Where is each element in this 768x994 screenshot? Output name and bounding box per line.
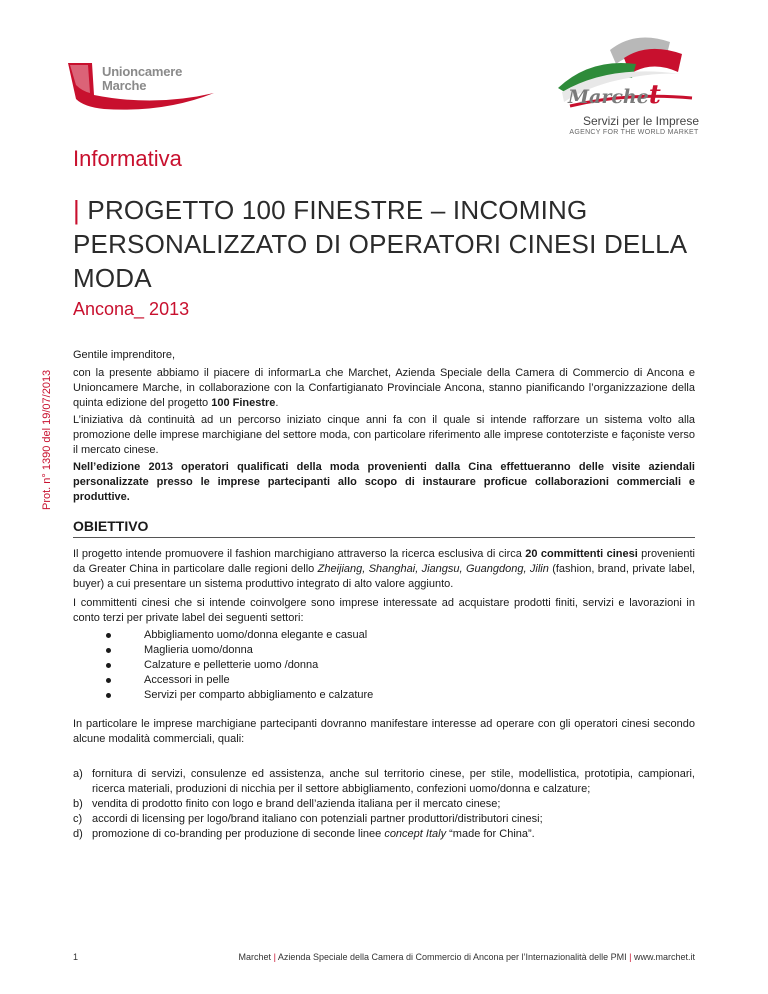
list-item-text: Abbigliamento uomo/donna elegante e casual bbox=[144, 629, 368, 641]
footer-separator: | bbox=[273, 952, 276, 962]
objective-text-3: (fashion, brand, private label, buyer) a cui presentare un sistema produttivo integrato di alto valore aggiunto. bbox=[73, 563, 695, 590]
footer-website-link[interactable]: www.marchet.it bbox=[633, 952, 695, 962]
committenti-count: 20 committenti cinesi bbox=[525, 548, 638, 560]
footer-description: Azienda Speciale della Camera di Commercio di Ancona per l’Internazionalità delle PMI bbox=[277, 952, 627, 962]
list-item bbox=[100, 673, 373, 688]
marchet-logo-name: Marchet bbox=[568, 80, 661, 110]
list-item bbox=[100, 688, 373, 703]
list-item-text: promozione di co-branding per produzione di seconde linee bbox=[92, 828, 385, 840]
intro-end: . bbox=[275, 397, 279, 409]
list-item bbox=[100, 628, 373, 643]
page-number: 1 bbox=[73, 952, 79, 962]
list-letter: a) bbox=[73, 768, 83, 780]
protocol-stamp: Prot. n° 1390 del 19/07/2013 bbox=[41, 369, 53, 510]
list-item bbox=[73, 767, 695, 797]
bullet-icon bbox=[106, 663, 111, 668]
regions-list: Zheijiang, Shanghai, Jiangsu, Guangdong, Jilin bbox=[317, 563, 549, 575]
page-title bbox=[73, 193, 693, 295]
intro-text: con la presente abbiamo il piacere di informarLa che Marchet, Azienda Speciale della Camera di Commercio di Ancona e Unioncamere Marche, in collaborazione con la Confartigianato Provinciale Ancona, stanno pianificando l’organizzazione della quinta edizione del progetto bbox=[73, 367, 695, 409]
list-item-text: Maglieria uomo/donna bbox=[144, 644, 253, 656]
marchet-logo-tagline: AGENCY FOR THE WORLD MARKET bbox=[569, 129, 699, 136]
committenti-paragraph: I committenti cinesi che si intende coinvolgere sono imprese interessate ad acquistare prodotti finiti, servizi e lavorazioni in conto terzi per private label dei seguenti settori: bbox=[73, 597, 695, 624]
document-label: Informativa bbox=[73, 146, 182, 171]
list-item bbox=[100, 658, 373, 673]
sector-list bbox=[100, 628, 373, 703]
objective-text-2: provenienti da Greater China in particolare dalle regioni dello bbox=[73, 548, 695, 575]
list-item-text: Accessori in pelle bbox=[144, 674, 230, 686]
section-heading: OBIETTIVO bbox=[73, 518, 149, 534]
modalities-list bbox=[73, 767, 695, 842]
list-item-text: accordi di licensing per logo/brand italiano con potenziali partner produttori/distributori cinesi; bbox=[92, 813, 543, 825]
bullet-icon bbox=[106, 693, 111, 698]
unioncamere-logo bbox=[64, 55, 234, 115]
list-item bbox=[73, 827, 695, 842]
intro-paragraph bbox=[73, 366, 695, 411]
title-bar: | bbox=[73, 195, 80, 225]
title-text: PROGETTO 100 FINESTRE – INCOMING PERSONALIZZATO DI OPERATORI CINESI DELLA MODA bbox=[73, 195, 686, 293]
list-item-text-end: “made for China”. bbox=[446, 828, 535, 840]
list-letter: c) bbox=[73, 813, 83, 825]
list-letter: b) bbox=[73, 798, 83, 810]
objective-text: Il progetto intende promuovere il fashion marchigiano attraverso la ricerca esclusiva di circa bbox=[73, 548, 526, 560]
list-letter: d) bbox=[73, 828, 83, 840]
bullet-icon bbox=[106, 633, 111, 638]
section-divider bbox=[73, 537, 695, 538]
list-item-text: fornitura di servizi, consulenze ed assistenza, anche sul territorio cinese, per stile, modellistica, prototipia, campionari, ricerca materiali, produzioni di nicchia per il settore abbigliamento, confezioni uomo/donna e calzature; bbox=[92, 768, 695, 795]
modalities-paragraph: In particolare le imprese marchigiane partecipanti dovranno manifestare interesse ad operare con gli operatori cinesi secondo alcune modalità commerciali, quali: bbox=[73, 718, 695, 745]
list-item bbox=[73, 812, 695, 827]
greeting: Gentile imprenditore, bbox=[73, 349, 176, 361]
bullet-icon bbox=[106, 648, 111, 653]
list-item bbox=[73, 797, 695, 812]
project-name: 100 Finestre bbox=[211, 397, 276, 409]
objective-paragraph bbox=[73, 547, 695, 592]
edition-paragraph: Nell’edizione 2013 operatori qualificati della moda provenienti dalla Cina effettueranno delle visite aziendali personalizzate presso le imprese partecipanti allo scopo di instaurare proficue collaborazioni commerciali e produttive. bbox=[73, 461, 695, 503]
unioncamere-logo-text: Unioncamere Marche bbox=[102, 64, 183, 93]
page-subtitle: Ancona_ 2013 bbox=[73, 299, 190, 319]
list-item-text: Calzature e pelletterie uomo /donna bbox=[144, 659, 319, 671]
continuity-paragraph: L’iniziativa dà continuità ad un percorso iniziato cinque anni fa con il quale si intende rafforzare un sistema volto alla promozione delle imprese marchigiane del settore moda, con particolare riferimento alle imprese contoterziste e façoniste verso il mercato cinese. bbox=[73, 414, 695, 456]
concept-italy: concept Italy bbox=[384, 828, 447, 840]
page-footer bbox=[200, 952, 695, 962]
list-item-text: vendita di prodotto finito con logo e brand dell’azienda italiana per il mercato cinese; bbox=[92, 798, 501, 810]
footer-org: Marchet bbox=[238, 952, 272, 962]
marchet-logo-subtitle: Servizi per le Imprese bbox=[582, 114, 700, 128]
list-item-text: Servizi per comparto abbigliamento e calzature bbox=[144, 689, 374, 701]
list-item bbox=[100, 643, 373, 658]
marchet-logo bbox=[540, 28, 720, 138]
footer-separator: | bbox=[629, 952, 632, 962]
bullet-icon bbox=[106, 678, 111, 683]
